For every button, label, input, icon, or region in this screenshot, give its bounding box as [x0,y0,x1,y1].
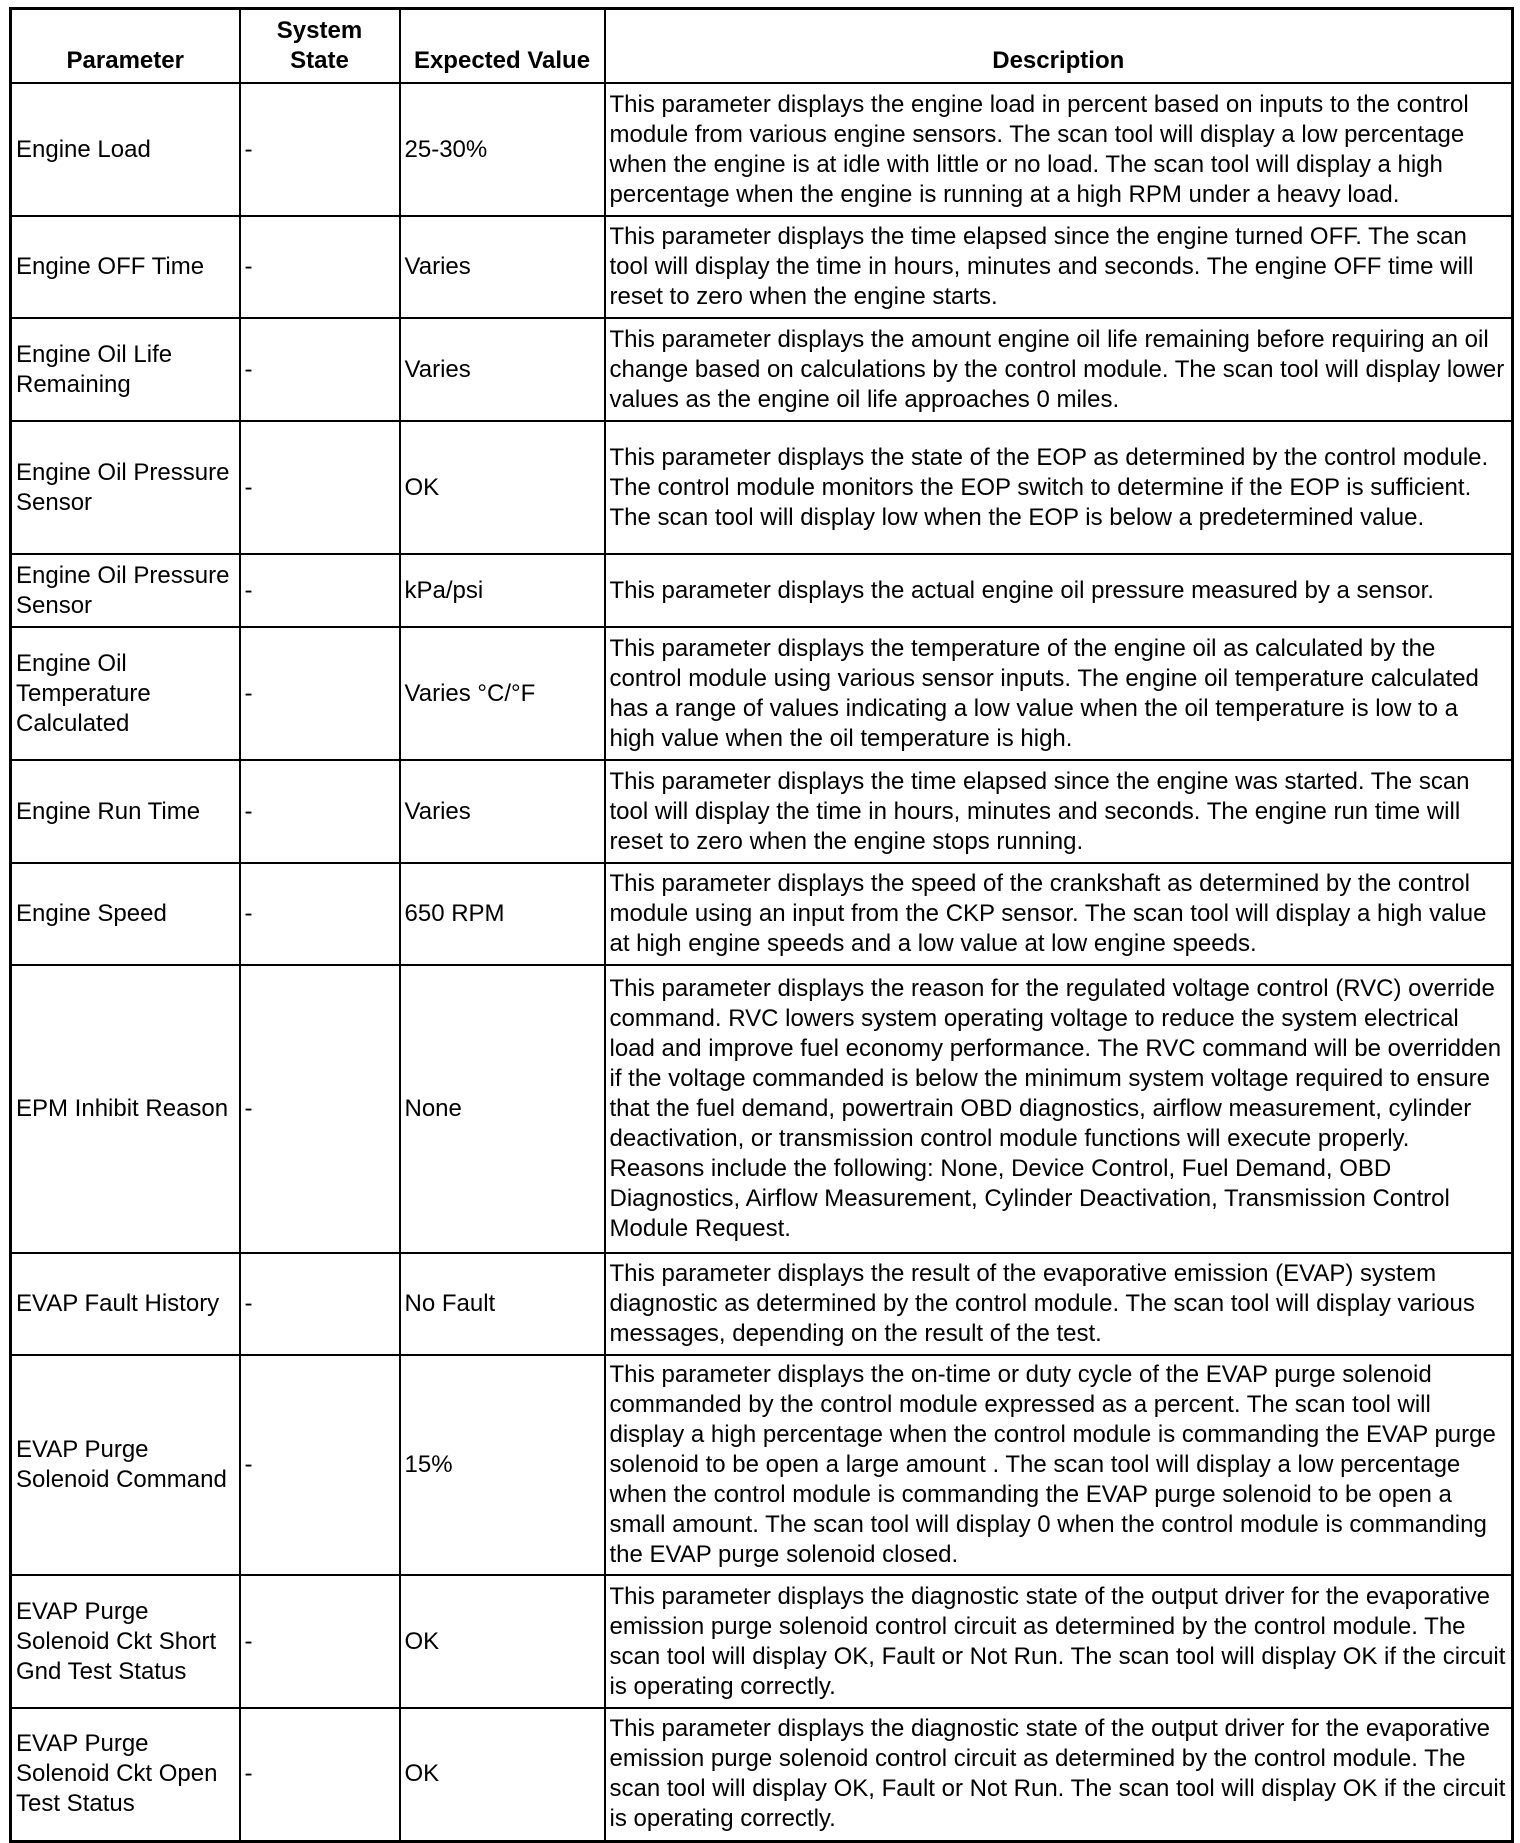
cell-description: This parameter displays the time elapsed since the engine was started. The scan tool will display the time in hours, minutes and seconds. The engine run time will reset to zero when the engine stops running. [605,760,1513,863]
cell-description: This parameter displays the amount engine oil life remaining before requiring an oil change based on calculations by the control module. The scan tool will display lower values as the engine oil life approaches 0 miles. [605,318,1513,421]
cell-expected-value: kPa/psi [400,554,605,627]
cell-expected-value: Varies [400,216,605,318]
cell-system-state: - [240,760,400,863]
cell-description: This parameter displays the result of the evaporative emission (EVAP) system diagnostic as determined by the control module. The scan tool will display various messages, depending on the result of the test. [605,1253,1513,1355]
header-system-state: System State [240,9,400,84]
cell-system-state: - [240,1253,400,1355]
cell-system-state: - [240,421,400,554]
header-row [11,9,1513,84]
cell-parameter: Engine Oil Pressure Sensor [11,421,240,554]
cell-expected-value: None [400,965,605,1253]
cell-system-state: - [240,1355,400,1575]
cell-description: This parameter displays the on-time or duty cycle of the EVAP purge solenoid commanded by the control module expressed as a percent. The scan tool will display a high percentage when the control module is commanding the EVAP purge solenoid to be open a large amount . The scan tool will display a low percentage when the control module is commanding the EVAP purge solenoid to be open a small amount. The scan tool will display 0 when the control module is commanding the EVAP purge solenoid closed. [605,1355,1513,1575]
table-row [11,627,1513,760]
cell-system-state: - [240,216,400,318]
cell-expected-value: OK [400,421,605,554]
table-row [11,1575,1513,1708]
cell-parameter: Engine Oil Temperature Calculated [11,627,240,760]
cell-parameter: EVAP Fault History [11,1253,240,1355]
table-row [11,863,1513,965]
cell-description: This parameter displays the reason for the regulated voltage control (RVC) override command. RVC lowers system operating voltage to reduce the system electrical load and improve fuel economy performance. The RVC command will be overridden if the voltage commanded is below the minimum system voltage required to ensure that the fuel demand, powertrain OBD diagnostics, airflow measurement, cylinder deactivation, or transmission control module functions will execute properly. Reasons include the following: None, Device Control, Fuel Demand, OBD Diagnostics, Airflow Measurement, Cylinder Deactivation, Transmission Control Module Request. [605,965,1513,1253]
parameter-table [9,7,1514,1843]
cell-description: This parameter displays the speed of the crankshaft as determined by the control module using an input from the CKP sensor. The scan tool will display a high value at high engine speeds and a low value at low engine speeds. [605,863,1513,965]
cell-expected-value: Varies [400,318,605,421]
header-description: Description [605,9,1513,84]
cell-system-state: - [240,1575,400,1708]
cell-expected-value: 25-30% [400,83,605,216]
cell-system-state: - [240,627,400,760]
cell-system-state: - [240,965,400,1253]
cell-expected-value: OK [400,1708,605,1841]
cell-description: This parameter displays the diagnostic state of the output driver for the evaporative emission purge solenoid control circuit as determined by the control module. The scan tool will display OK, Fault or Not Run. The scan tool will display OK if the circuit is operating correctly. [605,1575,1513,1708]
cell-parameter: Engine Load [11,83,240,216]
table-row [11,318,1513,421]
cell-parameter: Engine Oil Pressure Sensor [11,554,240,627]
cell-system-state: - [240,863,400,965]
cell-description: This parameter displays the temperature of the engine oil as calculated by the control module using various sensor inputs. The engine oil temperature calculated has a range of values indicating a low value when the oil temperature is low to a high value when the oil temperature is high. [605,627,1513,760]
cell-expected-value: 650 RPM [400,863,605,965]
table-row [11,1355,1513,1575]
cell-parameter: Engine OFF Time [11,216,240,318]
cell-description: This parameter displays the engine load in percent based on inputs to the control module from various engine sensors. The scan tool will display a low percentage when the engine is at idle with little or no load. The scan tool will display a high percentage when the engine is running at a high RPM under a heavy load. [605,83,1513,216]
cell-parameter: Engine Run Time [11,760,240,863]
cell-expected-value: No Fault [400,1253,605,1355]
cell-description: This parameter displays the state of the EOP as determined by the control module. The control module monitors the EOP switch to determine if the EOP is sufficient. The scan tool will display low when the EOP is below a predetermined value. [605,421,1513,554]
cell-expected-value: OK [400,1575,605,1708]
cell-description: This parameter displays the actual engine oil pressure measured by a sensor. [605,554,1513,627]
cell-description: This parameter displays the diagnostic state of the output driver for the evaporative emission purge solenoid control circuit as determined by the control module. The scan tool will display OK, Fault or Not Run. The scan tool will display OK if the circuit is operating correctly. [605,1708,1513,1841]
table-row [11,554,1513,627]
table-row [11,1253,1513,1355]
cell-parameter: EVAP Purge Solenoid Command [11,1355,240,1575]
cell-system-state: - [240,83,400,216]
cell-system-state: - [240,318,400,421]
cell-parameter: EVAP Purge Solenoid Ckt Open Test Status [11,1708,240,1841]
cell-expected-value: 15% [400,1355,605,1575]
table-row [11,421,1513,554]
table-row [11,965,1513,1253]
cell-parameter: EPM Inhibit Reason [11,965,240,1253]
cell-parameter: Engine Speed [11,863,240,965]
cell-expected-value: Varies [400,760,605,863]
cell-system-state: - [240,1708,400,1841]
header-expected-value: Expected Value [400,9,605,84]
table-row [11,216,1513,318]
cell-expected-value: Varies °C/°F [400,627,605,760]
cell-parameter: Engine Oil Life Remaining [11,318,240,421]
table-row [11,760,1513,863]
cell-system-state: - [240,554,400,627]
cell-parameter: EVAP Purge Solenoid Ckt Short Gnd Test Status [11,1575,240,1708]
table-row [11,1708,1513,1841]
cell-description: This parameter displays the time elapsed since the engine turned OFF. The scan tool will display the time in hours, minutes and seconds. The engine OFF time will reset to zero when the engine starts. [605,216,1513,318]
header-parameter: Parameter [11,9,240,84]
table-row [11,83,1513,216]
